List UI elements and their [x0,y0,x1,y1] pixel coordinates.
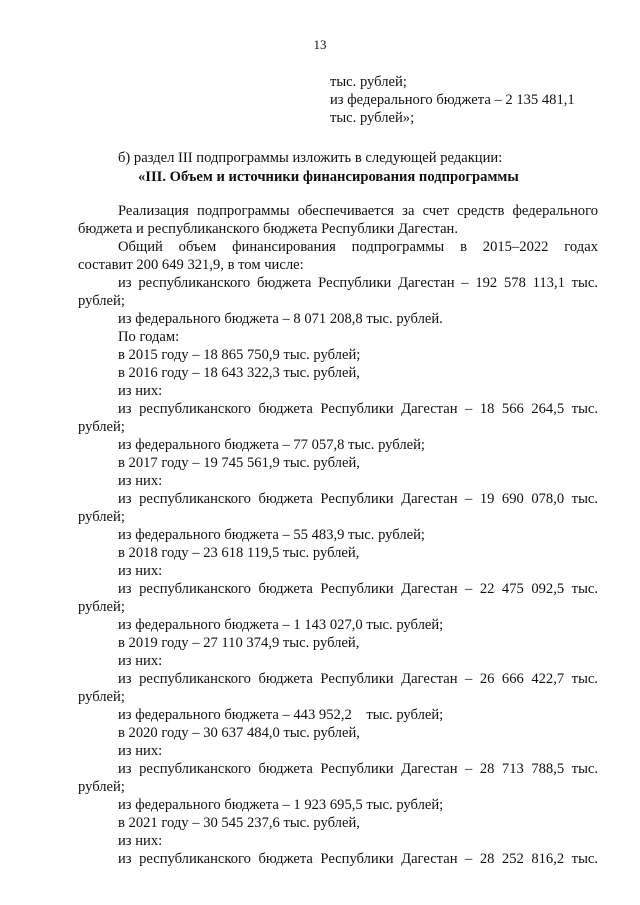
year-2016-republic-line-1: из республиканского бюджета Республики Дагестан – 18 566 264,5 тыс. [118,401,598,417]
para2-line-1: Общий объем финансирования подпрограммы в 2015–2022 годах [118,239,598,255]
year-2016-republic-line-2: рублей; [78,419,125,435]
year-2016-federal: из федерального бюджета – 77 057,8 тыс. рублей; [118,437,425,453]
year-2017-republic-line-1: из республиканского бюджета Республики Дагестан – 19 690 078,0 тыс. [118,491,598,507]
para1-line-1: Реализация подпрограммы обеспечивается за счет средств федерального [118,203,598,219]
year-2020-of: из них: [118,743,163,759]
year-2018-republic-line-2: рублей; [78,599,125,615]
year-2020: в 2020 году – 30 637 484,0 тыс. рублей, [118,725,360,741]
para2-line-2: составит 200 649 321,9, в том числе: [78,257,304,273]
year-2018: в 2018 году – 23 618 119,5 тыс. рублей, [118,545,360,561]
section-title: «III. Объем и источники финансирования подпрограммы [138,169,519,185]
year-2016: в 2016 году – 18 643 322,3 тыс. рублей, [118,365,360,381]
total-republic-line-2: рублей; [78,293,125,309]
top-block-line-2: из федерального бюджета – 2 135 481,1 [330,92,575,108]
year-2019-federal: из федерального бюджета – 443 952,2 тыс. рублей; [118,707,444,723]
year-2017: в 2017 году – 19 745 561,9 тыс. рублей, [118,455,360,471]
year-2020-republic-line-2: рублей; [78,779,125,795]
year-2018-republic-line-1: из республиканского бюджета Республики Дагестан – 22 475 092,5 тыс. [118,581,598,597]
year-2016-of: из них: [118,383,163,399]
year-2019-republic-line-1: из республиканского бюджета Республики Дагестан – 26 666 422,7 тыс. [118,671,598,687]
year-2021-republic-line-1: из республиканского бюджета Республики Дагестан – 28 252 816,2 тыс. [118,851,598,867]
page-number: 13 [313,37,327,52]
para1-line-2: бюджета и республиканского бюджета Республики Дагестан. [78,221,459,237]
top-block-line-3: тыс. рублей»; [330,110,415,126]
section-intro: б) раздел III подпрограммы изложить в следующей редакции: [118,150,503,166]
total-republic-line-1: из республиканского бюджета Республики Дагестан – 192 578 113,1 тыс. [118,275,598,291]
year-2020-federal: из федерального бюджета – 1 923 695,5 тыс. рублей; [118,797,444,813]
year-2018-federal: из федерального бюджета – 1 143 027,0 тыс. рублей; [118,617,444,633]
year-2017-of: из них: [118,473,163,489]
year-2017-federal: из федерального бюджета – 55 483,9 тыс. рублей; [118,527,425,543]
year-2021: в 2021 году – 30 545 237,6 тыс. рублей, [118,815,360,831]
total-federal: из федерального бюджета – 8 071 208,8 тыс. рублей. [118,311,443,327]
year-2018-of: из них: [118,563,163,579]
year-2021-of: из них: [118,833,163,849]
year-2019: в 2019 году – 27 110 374,9 тыс. рублей, [118,635,360,651]
year-2020-republic-line-1: из республиканского бюджета Республики Дагестан – 28 713 788,5 тыс. [118,761,598,777]
top-block-line-1: тыс. рублей; [330,74,407,90]
year-2019-republic-line-2: рублей; [78,689,125,705]
year-2017-republic-line-2: рублей; [78,509,125,525]
year-2015: в 2015 году – 18 865 750,9 тыс. рублей; [118,347,361,363]
year-2019-of: из них: [118,653,163,669]
by-years-label: По годам: [118,329,180,345]
